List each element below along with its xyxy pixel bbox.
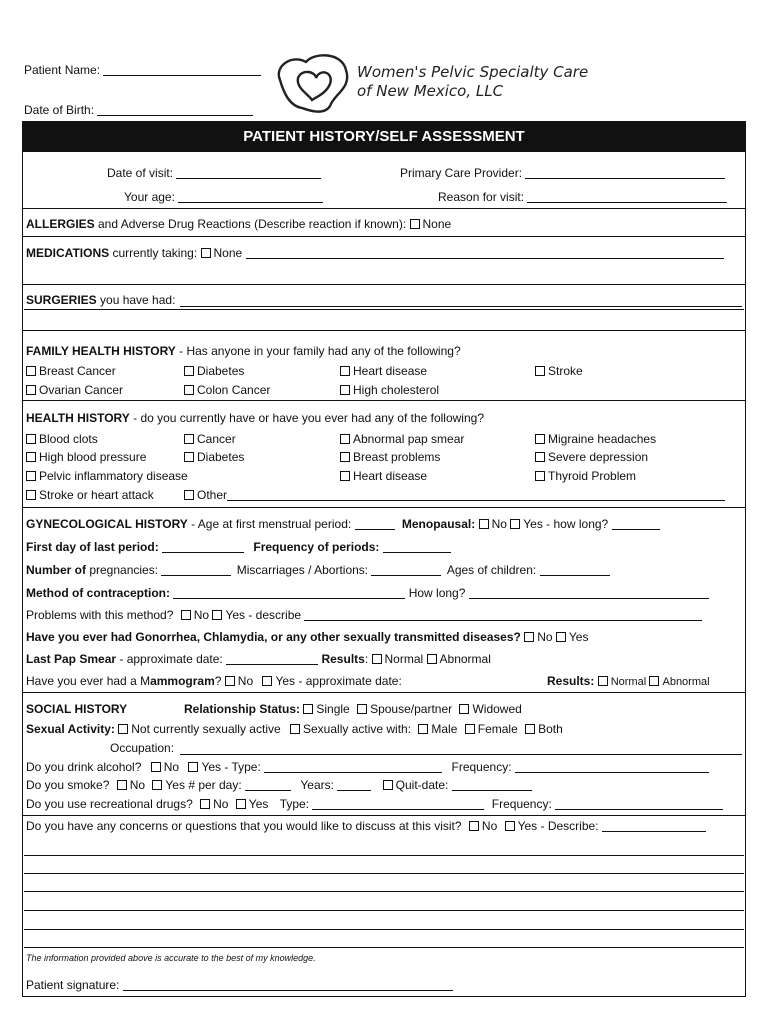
gyn-heading: GYNECOLOGICAL HISTORY bbox=[26, 517, 188, 531]
pregnancies-label: pregnancies: bbox=[86, 563, 159, 577]
health-item-label: Cancer bbox=[197, 432, 236, 446]
number-of-label: Number of bbox=[26, 563, 86, 577]
divider bbox=[22, 284, 746, 285]
signature-label: Patient signature: bbox=[26, 978, 120, 992]
per-day-input[interactable] bbox=[245, 779, 291, 791]
family-history-heading-row bbox=[26, 344, 461, 358]
allergies-label: and Adverse Drug Reactions (Describe reaction if known): bbox=[94, 217, 407, 231]
checkbox[interactable] bbox=[26, 366, 36, 376]
yes-describe-label: Yes - Describe: bbox=[517, 819, 599, 833]
medications-none-checkbox[interactable] bbox=[201, 248, 211, 258]
health-item[interactable] bbox=[26, 432, 98, 446]
alcohol-yes-checkbox[interactable] bbox=[188, 762, 198, 772]
drugs-row bbox=[26, 797, 723, 811]
gyn-row-8 bbox=[26, 674, 402, 688]
both-checkbox[interactable] bbox=[525, 724, 535, 734]
relationship-row bbox=[184, 702, 522, 716]
checkbox[interactable] bbox=[26, 385, 36, 395]
not-active-checkbox[interactable] bbox=[118, 724, 128, 734]
mammo-q: ? bbox=[214, 674, 222, 688]
health-item-label: Heart disease bbox=[353, 469, 428, 483]
divider bbox=[22, 692, 746, 693]
smoke-yes-checkbox[interactable] bbox=[152, 780, 162, 790]
family-history-heading: FAMILY HEALTH HISTORY bbox=[26, 344, 176, 358]
mammo-abnormal-checkbox[interactable] bbox=[649, 676, 659, 686]
sexual-activity-row bbox=[26, 722, 563, 736]
alcohol-label: Do you drink alcohol? bbox=[26, 760, 142, 774]
occupation-label: Occupation: bbox=[110, 741, 175, 755]
health-item[interactable] bbox=[340, 432, 464, 446]
quit-checkbox[interactable] bbox=[383, 780, 393, 790]
family-item[interactable] bbox=[535, 364, 583, 378]
health-item-other[interactable] bbox=[184, 488, 725, 502]
widowed-checkbox[interactable] bbox=[459, 704, 469, 714]
age-label: Your age: bbox=[124, 190, 175, 204]
spouse-label: Spouse/partner bbox=[370, 702, 453, 716]
std-question: Have you ever had Gonorrhea, Chlamydia, or any other sexually transmitted diseases? bbox=[26, 630, 521, 644]
menopausal-no-checkbox[interactable] bbox=[479, 519, 489, 529]
checkbox[interactable] bbox=[184, 434, 194, 444]
reason-label: Reason for visit: bbox=[438, 190, 525, 204]
health-item[interactable] bbox=[184, 432, 236, 446]
social-heading bbox=[26, 702, 127, 716]
family-item[interactable] bbox=[340, 383, 439, 397]
health-history-heading: HEALTH HISTORY bbox=[26, 411, 130, 425]
problems-label: Problems with this method? bbox=[26, 608, 174, 622]
checkbox[interactable] bbox=[340, 366, 350, 376]
checkbox[interactable] bbox=[535, 366, 545, 376]
health-item[interactable] bbox=[535, 450, 648, 464]
gyn-row-7: Last Pap Smear - approximate date: Results: Normal Abnormal bbox=[26, 652, 491, 666]
not-active-label: Not currently sexually active bbox=[131, 722, 281, 736]
health-item-label: High blood pressure bbox=[39, 450, 147, 464]
dob-label: Date of Birth: bbox=[24, 103, 95, 117]
frequency-label: Frequency: bbox=[491, 797, 552, 811]
divider bbox=[22, 507, 746, 508]
health-item-label: Migraine headaches bbox=[548, 432, 657, 446]
medications-label: currently taking: bbox=[109, 246, 198, 260]
type-label: Type: bbox=[279, 797, 310, 811]
surgeries-heading: SURGERIES bbox=[26, 293, 97, 307]
menopausal-yes-checkbox[interactable] bbox=[510, 519, 520, 529]
concerns-row bbox=[26, 819, 706, 833]
allergies-none-label: None bbox=[422, 217, 452, 231]
family-item-label: Ovarian Cancer bbox=[39, 383, 124, 397]
surgeries-line[interactable] bbox=[24, 309, 744, 310]
pap-heading: Last Pap Smear bbox=[26, 652, 117, 666]
relationship-label: Relationship Status: bbox=[184, 702, 301, 716]
health-item[interactable] bbox=[26, 450, 146, 464]
checkbox[interactable] bbox=[535, 471, 545, 481]
family-item[interactable] bbox=[26, 364, 116, 378]
concerns-no-checkbox[interactable] bbox=[469, 821, 479, 831]
menopausal-label: Menopausal: bbox=[401, 517, 476, 531]
health-item[interactable] bbox=[535, 432, 656, 446]
contraception-input[interactable] bbox=[173, 587, 405, 599]
checkbox[interactable] bbox=[535, 434, 545, 444]
yes-label: Yes bbox=[568, 630, 589, 644]
divider bbox=[22, 208, 746, 209]
std-yes-checkbox[interactable] bbox=[556, 632, 566, 642]
yes-label: Yes bbox=[248, 797, 269, 811]
occupation-input[interactable] bbox=[180, 743, 742, 755]
health-item-label: Pelvic inflammatory disease bbox=[39, 469, 188, 483]
concerns-question: Do you have any concerns or questions that you would like to discuss at this visit? bbox=[26, 819, 462, 833]
visit-date-label: Date of visit: bbox=[107, 166, 174, 180]
no-label: No bbox=[537, 630, 553, 644]
gyn-row-4 bbox=[26, 586, 709, 600]
quit-date-label: Quit-date: bbox=[395, 778, 449, 792]
female-label: Female bbox=[477, 722, 518, 736]
health-item-label: Stroke or heart attack bbox=[39, 488, 154, 502]
concerns-input[interactable] bbox=[602, 820, 706, 832]
gyn-row-5 bbox=[26, 608, 702, 622]
widowed-label: Widowed bbox=[472, 702, 522, 716]
concerns-line[interactable] bbox=[24, 947, 744, 948]
smoke-label: Do you smoke? bbox=[26, 778, 110, 792]
miscarriages-input[interactable] bbox=[371, 564, 441, 576]
no-label: No bbox=[237, 674, 254, 688]
first-day-input[interactable] bbox=[162, 541, 244, 553]
dob-input[interactable] bbox=[97, 104, 253, 116]
active-with-label: Sexually active with: bbox=[303, 722, 412, 736]
health-item-label: Severe depression bbox=[548, 450, 649, 464]
pcp-label: Primary Care Provider: bbox=[400, 166, 523, 180]
pap-results-label: Results bbox=[321, 652, 365, 666]
medications-none-label: None bbox=[213, 246, 243, 260]
mammo-prefix: Have you ever had a M bbox=[26, 674, 151, 688]
no-label: No bbox=[213, 797, 229, 811]
pap-date-input[interactable] bbox=[226, 653, 318, 665]
pelvis-heart-logo-icon bbox=[272, 50, 352, 116]
divider bbox=[22, 400, 746, 401]
alcohol-type-input[interactable] bbox=[264, 761, 442, 773]
concerns-line[interactable] bbox=[24, 855, 744, 856]
pap-normal-checkbox[interactable] bbox=[372, 654, 382, 664]
gyn-row-6 bbox=[26, 630, 588, 644]
surgeries-row bbox=[26, 293, 175, 307]
medications-heading: MEDICATIONS bbox=[26, 246, 110, 260]
checkbox[interactable] bbox=[26, 434, 36, 444]
health-item[interactable] bbox=[26, 469, 188, 483]
patient-name-label: Patient Name: bbox=[24, 63, 101, 77]
checkbox[interactable] bbox=[535, 452, 545, 462]
signature-row bbox=[26, 978, 453, 992]
frequency-input[interactable] bbox=[383, 541, 451, 553]
single-checkbox[interactable] bbox=[303, 704, 313, 714]
visit-date-input[interactable] bbox=[176, 167, 321, 179]
per-day-label: Yes # per day: bbox=[165, 778, 242, 792]
first-day-label: First day of last period: bbox=[26, 540, 159, 554]
single-label: Single bbox=[316, 702, 350, 716]
checkbox[interactable] bbox=[26, 471, 36, 481]
allergies-row bbox=[26, 217, 451, 231]
abnormal-label: Abnormal bbox=[662, 676, 710, 688]
practice-name-line1: Women's Pelvic Specialty Care bbox=[357, 63, 589, 81]
problems-no-checkbox[interactable] bbox=[181, 610, 191, 620]
age-row bbox=[124, 190, 323, 204]
family-item-label: High cholesterol bbox=[353, 383, 440, 397]
health-history-heading-row bbox=[26, 411, 484, 425]
family-history-question: - Has anyone in your family had any of the following? bbox=[175, 344, 461, 358]
sexual-activity-label: Sexual Activity: bbox=[26, 722, 115, 736]
divider bbox=[22, 330, 746, 331]
pcp-input[interactable] bbox=[525, 167, 725, 179]
health-item[interactable] bbox=[340, 450, 440, 464]
health-item[interactable] bbox=[535, 469, 636, 483]
surgeries-input[interactable] bbox=[180, 295, 742, 307]
reason-input[interactable] bbox=[527, 191, 727, 203]
no-label: No bbox=[491, 517, 507, 531]
both-label: Both bbox=[538, 722, 563, 736]
checkbox[interactable] bbox=[340, 471, 350, 481]
medications-input[interactable] bbox=[246, 247, 724, 259]
concerns-line[interactable] bbox=[24, 873, 744, 874]
problems-input[interactable] bbox=[304, 609, 702, 621]
gyn-row-1 bbox=[26, 517, 660, 531]
yes-describe-label: Yes - describe bbox=[225, 608, 302, 622]
concerns-line[interactable] bbox=[24, 929, 744, 930]
yes-how-long-label: Yes - how long? bbox=[523, 517, 609, 531]
drugs-type-input[interactable] bbox=[312, 798, 484, 810]
other-input[interactable] bbox=[227, 489, 725, 501]
checkbox[interactable] bbox=[26, 452, 36, 462]
checkbox[interactable] bbox=[184, 366, 194, 376]
checkbox[interactable] bbox=[340, 385, 350, 395]
normal-label: Normal bbox=[610, 676, 647, 688]
concerns-line[interactable] bbox=[24, 910, 744, 911]
family-item[interactable] bbox=[184, 383, 270, 397]
patient-name-row bbox=[24, 63, 261, 77]
surgeries-label: you have had: bbox=[96, 293, 176, 307]
male-checkbox[interactable] bbox=[418, 724, 428, 734]
checkbox[interactable] bbox=[340, 452, 350, 462]
concerns-yes-checkbox[interactable] bbox=[505, 821, 515, 831]
checkbox[interactable] bbox=[340, 434, 350, 444]
family-item-label: Stroke bbox=[548, 364, 583, 378]
health-history-question: - do you currently have or have you ever had any of the following? bbox=[129, 411, 484, 425]
ages-children-label: Ages of children: bbox=[446, 563, 537, 577]
spouse-checkbox[interactable] bbox=[357, 704, 367, 714]
menstrual-age-input[interactable] bbox=[355, 518, 395, 530]
frequency-label: Frequency of periods: bbox=[253, 540, 380, 554]
drugs-no-checkbox[interactable] bbox=[200, 799, 210, 809]
checkbox[interactable] bbox=[26, 490, 36, 500]
age-input[interactable] bbox=[178, 191, 323, 203]
how-long-label: How long? bbox=[408, 586, 466, 600]
alcohol-frequency-input[interactable] bbox=[515, 761, 709, 773]
miscarriages-label: Miscarriages / Abortions: bbox=[236, 563, 369, 577]
health-item[interactable] bbox=[340, 469, 427, 483]
allergies-heading: ALLERGIES bbox=[26, 217, 95, 231]
pcp-row bbox=[400, 166, 725, 180]
health-item-label: Thyroid Problem bbox=[548, 469, 637, 483]
mammo-yes-checkbox[interactable] bbox=[262, 676, 272, 686]
ages-children-input[interactable] bbox=[540, 564, 610, 576]
divider bbox=[22, 815, 746, 816]
attestation-text: The information provided above is accurate to the best of my knowledge. bbox=[26, 953, 316, 963]
mammo-heading: ammogram bbox=[150, 674, 215, 688]
dob-row bbox=[24, 103, 253, 117]
active-with-checkbox[interactable] bbox=[290, 724, 300, 734]
health-item-label: Blood clots bbox=[39, 432, 98, 446]
signature-input[interactable] bbox=[123, 979, 453, 991]
female-checkbox[interactable] bbox=[465, 724, 475, 734]
family-item-label: Colon Cancer bbox=[197, 383, 271, 397]
family-item[interactable] bbox=[340, 364, 427, 378]
years-input[interactable] bbox=[337, 779, 371, 791]
male-label: Male bbox=[431, 722, 458, 736]
alcohol-no-checkbox[interactable] bbox=[151, 762, 161, 772]
normal-label: Normal bbox=[384, 652, 424, 666]
pap-abnormal-checkbox[interactable] bbox=[427, 654, 437, 664]
divider bbox=[22, 236, 746, 237]
concerns-line[interactable] bbox=[24, 891, 744, 892]
mammo-results-label: Results: bbox=[547, 674, 595, 688]
social-heading-text: SOCIAL HISTORY bbox=[26, 702, 128, 716]
mammo-no-checkbox[interactable] bbox=[225, 676, 235, 686]
no-label: No bbox=[481, 819, 498, 833]
family-item-label: Breast Cancer bbox=[39, 364, 116, 378]
pregnancies-input[interactable] bbox=[161, 564, 231, 576]
mammo-normal-checkbox[interactable] bbox=[598, 676, 608, 686]
drugs-frequency-input[interactable] bbox=[555, 798, 723, 810]
problems-yes-checkbox[interactable] bbox=[212, 610, 222, 620]
frequency-label: Frequency: bbox=[451, 760, 512, 774]
pap-date-label: - approximate date: bbox=[116, 652, 223, 666]
no-label: No bbox=[193, 608, 210, 622]
gyn-age-label: - Age at first menstrual period: bbox=[187, 517, 352, 531]
health-item[interactable] bbox=[184, 450, 244, 464]
reason-row bbox=[438, 190, 727, 204]
health-item-label: Breast problems bbox=[353, 450, 441, 464]
mammo-results-row bbox=[547, 674, 710, 688]
family-item[interactable] bbox=[26, 383, 123, 397]
family-item-label: Heart disease bbox=[353, 364, 428, 378]
mammo-date-label: Yes - approximate date: bbox=[275, 674, 402, 688]
health-item-label: Diabetes bbox=[197, 450, 245, 464]
std-no-checkbox[interactable] bbox=[524, 632, 534, 642]
checkbox[interactable] bbox=[184, 385, 194, 395]
no-label: No bbox=[163, 760, 180, 774]
menopause-duration-input[interactable] bbox=[612, 518, 660, 530]
drugs-label: Do you use recreational drugs? bbox=[26, 797, 193, 811]
gyn-row-2 bbox=[26, 540, 451, 554]
contraception-duration-input[interactable] bbox=[469, 587, 709, 599]
no-label: No bbox=[129, 778, 146, 792]
smoke-no-checkbox[interactable] bbox=[117, 780, 127, 790]
form-title: PATIENT HISTORY/SELF ASSESSMENT bbox=[22, 121, 746, 152]
health-item-label: Other bbox=[197, 488, 228, 502]
medications-row bbox=[26, 246, 724, 260]
visit-date-row bbox=[107, 166, 321, 180]
contraception-label: Method of contraception: bbox=[26, 586, 170, 600]
yes-type-label: Yes - Type: bbox=[201, 760, 261, 774]
alcohol-row bbox=[26, 760, 709, 774]
allergies-none-checkbox[interactable] bbox=[410, 219, 420, 229]
checkbox[interactable] bbox=[184, 490, 194, 500]
years-label: Years: bbox=[300, 778, 334, 792]
abnormal-label: Abnormal bbox=[439, 652, 491, 666]
patient-name-input[interactable] bbox=[103, 64, 261, 76]
family-item-label: Diabetes bbox=[197, 364, 245, 378]
drugs-yes-checkbox[interactable] bbox=[236, 799, 246, 809]
practice-name-line2: of New Mexico, LLC bbox=[357, 82, 504, 100]
health-item-label: Abnormal pap smear bbox=[353, 432, 465, 446]
health-item[interactable] bbox=[26, 488, 154, 502]
quit-date-input[interactable] bbox=[452, 779, 532, 791]
family-item[interactable] bbox=[184, 364, 244, 378]
checkbox[interactable] bbox=[184, 452, 194, 462]
smoke-row bbox=[26, 778, 532, 792]
gyn-row-3 bbox=[26, 563, 610, 577]
